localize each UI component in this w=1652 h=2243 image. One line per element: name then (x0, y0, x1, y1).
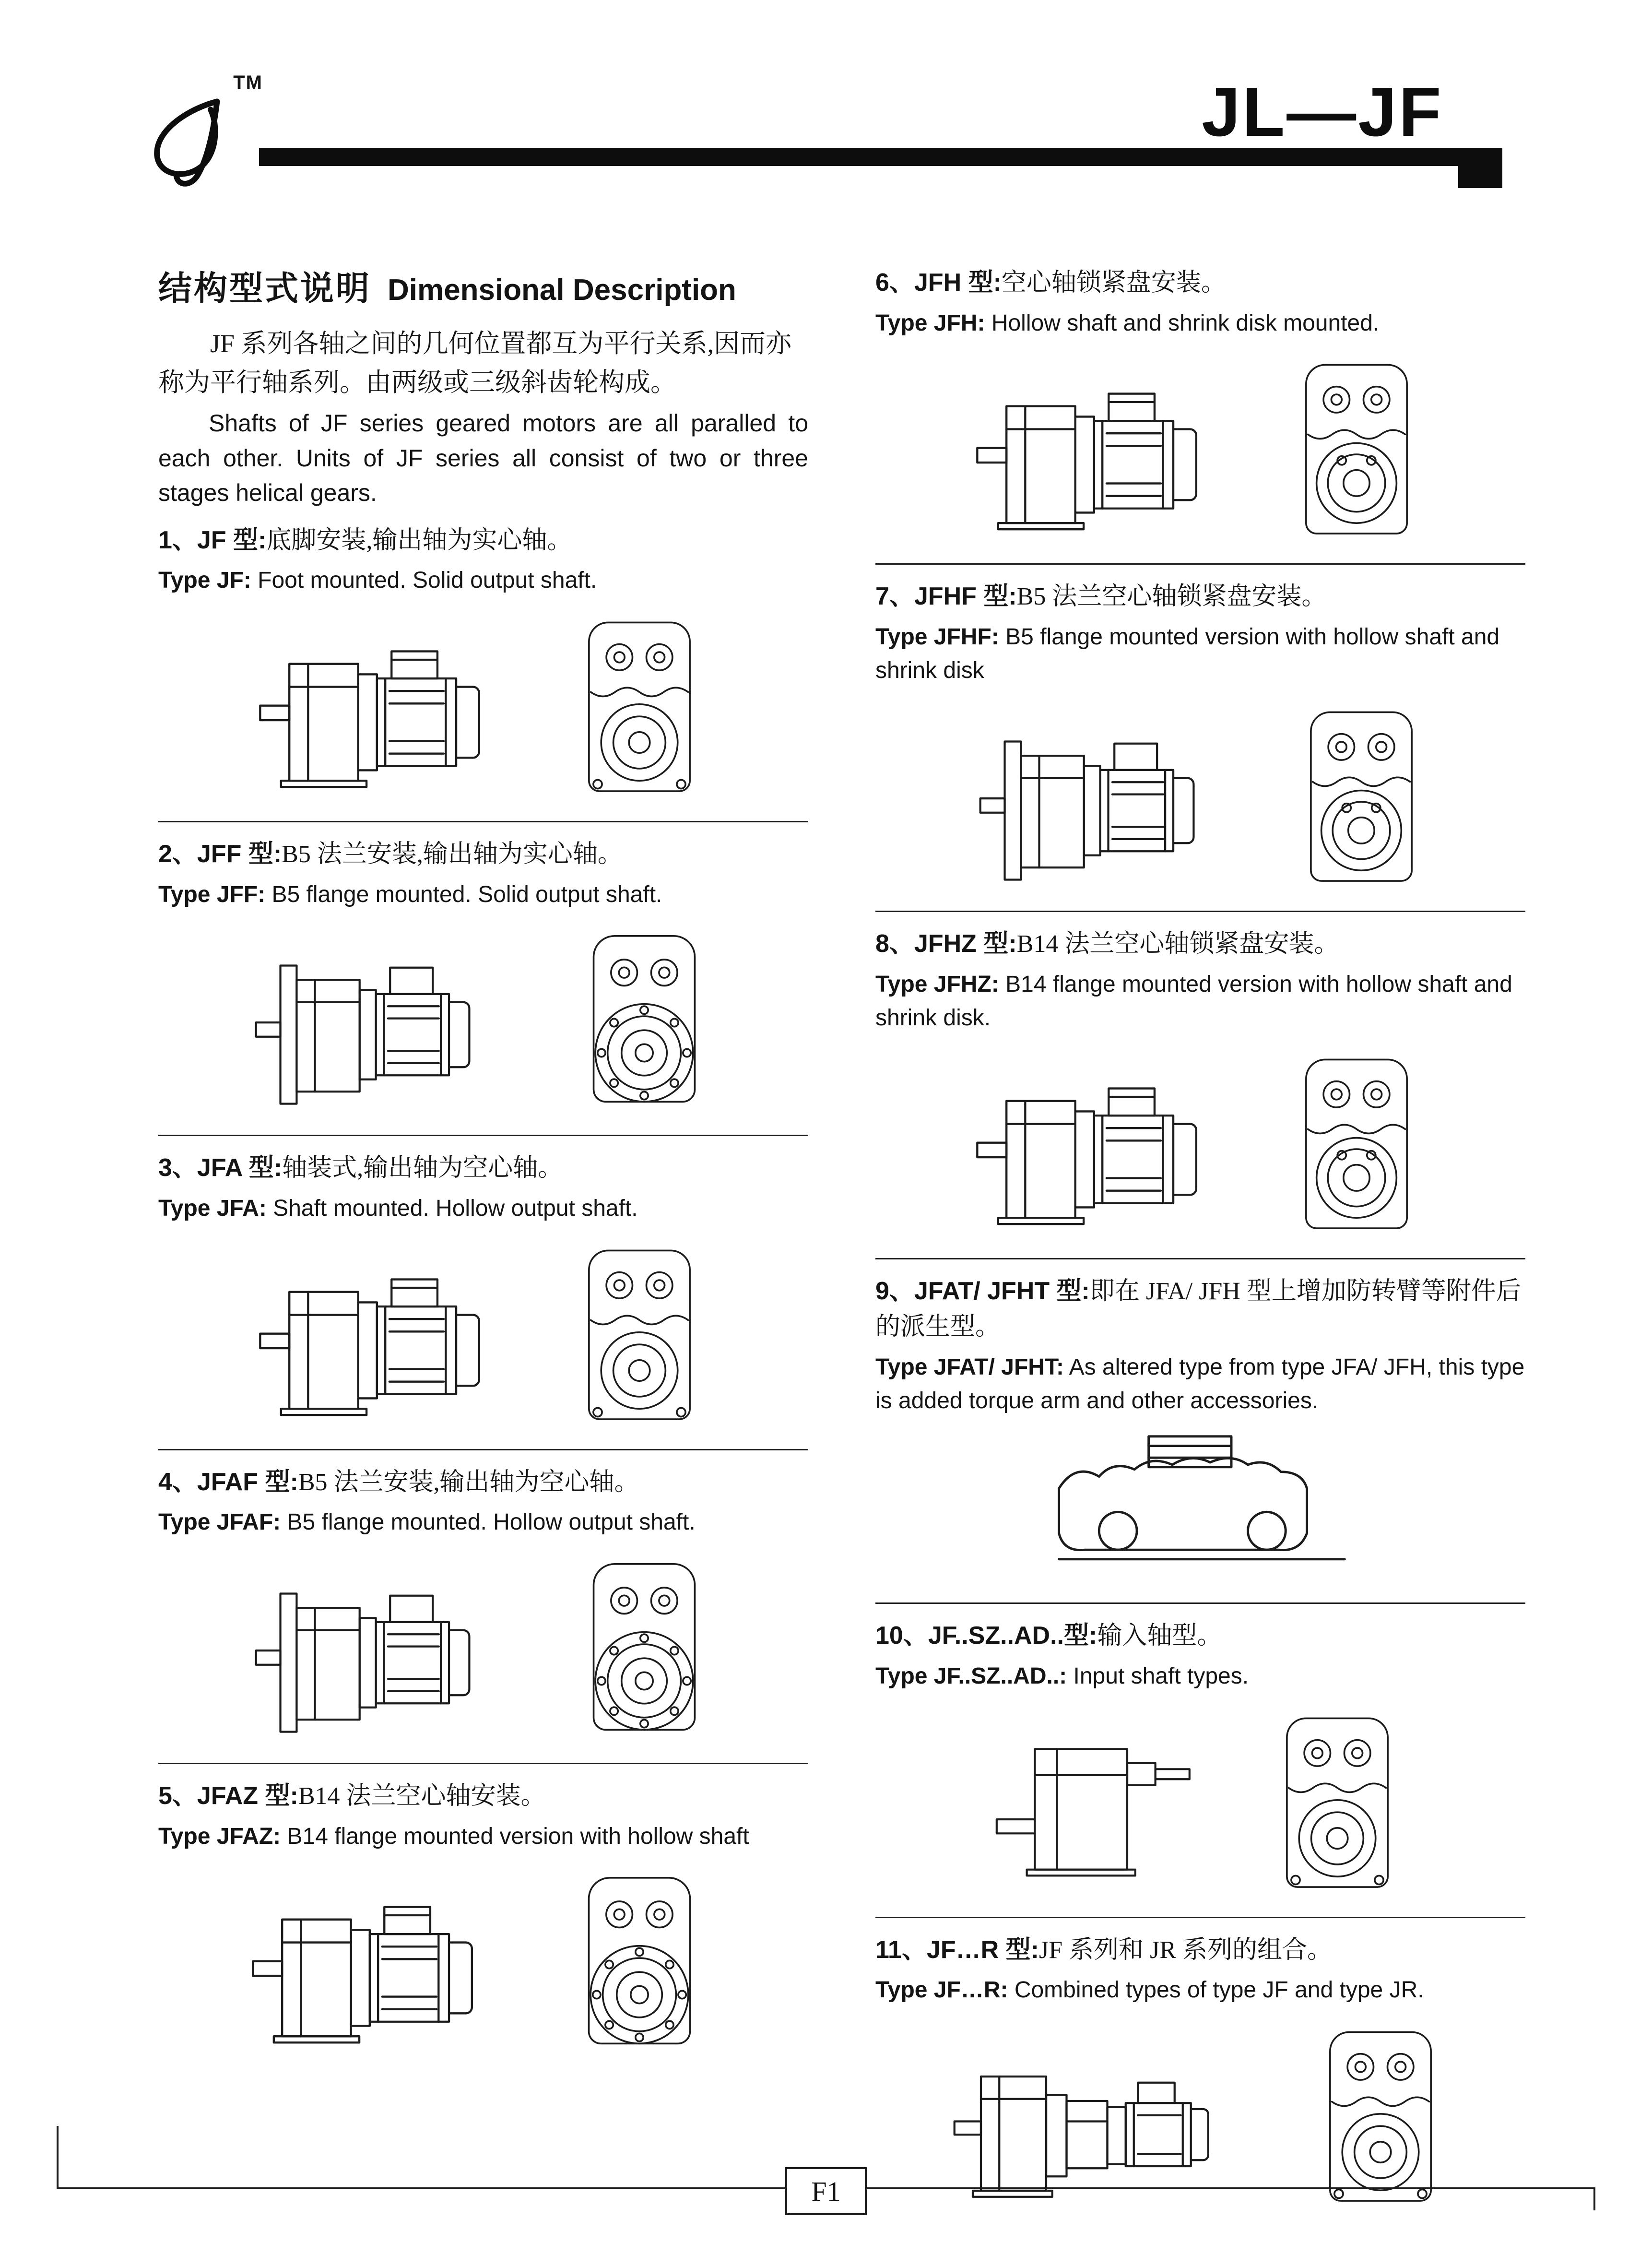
item-title-zh-text: 底脚安装,输出轴为实心轴。 (266, 526, 572, 554)
figure-jfaz (158, 1853, 808, 2070)
page-number: F1 (785, 2167, 867, 2215)
left-column (158, 261, 808, 2224)
figure-jfh (875, 340, 1525, 557)
item-title-zh-text: B5 法兰安装,输出轴为实心轴。 (282, 840, 623, 868)
item-title-zh-text: 轴装式,输出轴为空心轴。 (282, 1154, 563, 1182)
figure-jfat-jfht (875, 1417, 1525, 1596)
item-desc-en: Combined types of type JF and type JR. (1014, 1977, 1424, 2003)
page-content (158, 261, 1525, 2224)
gearbox-flange-front-view-drawing (567, 1554, 721, 1745)
item-title-en (158, 1192, 808, 1225)
item-title-en (158, 1506, 808, 1539)
torque-arm-assembly-drawing (1033, 1432, 1369, 1585)
item-desc-en: Hollow shaft and shrink disk mounted. (991, 310, 1380, 336)
item-jf-r (875, 1933, 1525, 2224)
item-title-en (158, 878, 808, 912)
item-title-zh-text: B14 法兰空心轴锁紧盘安装。 (1016, 930, 1339, 958)
item-number-label: 11、JF…R 型: (875, 1935, 1039, 1964)
item-type-label: Type JFAZ: (158, 1823, 281, 1849)
right-column (875, 261, 1525, 2224)
item-jfa (158, 1151, 808, 1450)
item-desc-en: B14 flange mounted version with hollow shaft and shrink disk. (875, 972, 1512, 1031)
brand-logo (139, 72, 273, 197)
gearbox-flange-front-view-drawing (567, 926, 721, 1117)
item-title-zh-text: 空心轴锁紧盘安装。 (1001, 269, 1226, 297)
gearbox-flange-front-view-drawing (563, 1867, 716, 2059)
item-title-en (875, 620, 1525, 687)
item-jfat-jfht (875, 1274, 1525, 1604)
item-type-label: Type JFA: (158, 1196, 267, 1222)
item-desc-en: As altered type from type JFA/ JFH, this type is added torque arm and other accessories. (875, 1354, 1525, 1413)
gearbox-shrink-disk-front-view-drawing (1292, 701, 1431, 893)
item-title-zh-text: B5 法兰空心轴锁紧盘安装。 (1016, 583, 1327, 611)
item-jfhz (875, 926, 1525, 1259)
gearbox-shrink-disk-front-view-drawing (1287, 354, 1426, 546)
separator-line (875, 563, 1525, 565)
item-jfh (875, 265, 1525, 565)
item-title-en (875, 1351, 1525, 1417)
item-number-label: 3、JFA 型: (158, 1154, 283, 1182)
figure-jff (158, 911, 808, 1128)
item-number-label: 9、JFAT/ JFHT 型: (875, 1277, 1090, 1305)
gearbox-front-view-drawing (570, 1240, 709, 1432)
separator-line (158, 1135, 808, 1136)
item-title-zh-text: B14 法兰空心轴安装。 (298, 1782, 546, 1810)
item-title-zh (875, 579, 1525, 615)
trademark-label: TM (233, 72, 263, 93)
input-shaft-side-view-drawing (994, 1723, 1196, 1884)
separator-line (875, 911, 1525, 912)
separator-line (875, 1258, 1525, 1259)
separator-line (158, 1449, 808, 1450)
item-title-zh-text: B5 法兰安装,输出轴为空心轴。 (298, 1468, 639, 1496)
item-number-label: 6、JFH 型: (875, 269, 1002, 297)
item-title-zh (875, 926, 1525, 962)
intro-paragraph-zh: JF 系列各轴之间的几何位置都互为平行关系,因而亦称为平行轴系列。由两级或三级斜齿轮构成。 (158, 329, 792, 397)
item-title-en (158, 1820, 808, 1853)
item-title-zh (158, 1151, 808, 1186)
gearmotor-side-view-drawing (975, 1061, 1215, 1228)
item-type-label: Type JFF: (158, 881, 266, 907)
gearmotor-flange-side-view-drawing (246, 1563, 496, 1736)
figure-jfaf (158, 1539, 808, 1756)
item-type-label: Type JF: (158, 568, 251, 593)
item-number-label: 1、JF 型: (158, 526, 267, 554)
item-title-zh (158, 1779, 808, 1814)
item-title-zh-text: JF 系列和 JR 系列的组合。 (1038, 1936, 1333, 1964)
item-title-zh-text: 输入轴型。 (1097, 1622, 1222, 1650)
gearmotor-side-view-drawing (975, 367, 1215, 534)
separator-line (158, 821, 808, 822)
item-type-label: Type JF…R: (875, 1977, 1008, 2003)
item-title-zh (875, 265, 1525, 301)
item-title-zh (158, 1465, 808, 1500)
item-title-zh (875, 1933, 1525, 1968)
gearbox-front-view-drawing (1268, 1708, 1407, 1899)
item-number-label: 10、JF..SZ..AD..型: (875, 1622, 1097, 1650)
item-desc-en: Foot mounted. Solid output shaft. (258, 568, 597, 593)
item-desc-en: B14 flange mounted version with hollow shaft (287, 1823, 749, 1849)
section-heading-zh: 结构型式说明 (158, 270, 371, 307)
brand-logo-mark-icon (139, 84, 245, 195)
gearmotor-flange-side-view-drawing (970, 711, 1220, 884)
item-title-zh (875, 1274, 1525, 1345)
item-desc-en: B5 flange mounted. Solid output shaft. (271, 881, 662, 907)
item-type-label: Type JFAF: (158, 1509, 281, 1535)
item-number-label: 4、JFAF 型: (158, 1468, 298, 1496)
item-title-zh (875, 1618, 1525, 1654)
separator-line (875, 1602, 1525, 1604)
item-desc-en: B5 flange mounted. Hollow output shaft. (287, 1509, 696, 1535)
item-number-label: 5、JFAZ 型: (158, 1782, 298, 1810)
gearbox-shrink-disk-front-view-drawing (1287, 1049, 1426, 1241)
gearmotor-flange-side-view-drawing (246, 935, 496, 1108)
item-jfaf (158, 1465, 808, 1764)
item-number-label: 2、JFF 型: (158, 840, 282, 868)
figure-jf-r (875, 2007, 1525, 2224)
figure-jfa (158, 1225, 808, 1442)
section-heading-en: Dimensional Description (388, 273, 736, 307)
item-title-zh (158, 837, 808, 872)
separator-line (158, 1763, 808, 1764)
item-desc-en: Input shaft types. (1073, 1663, 1249, 1689)
item-jf (158, 523, 808, 822)
separator-line (875, 1917, 1525, 1918)
item-type-label: Type JF..SZ..AD..: (875, 1663, 1067, 1689)
item-jfhf (875, 579, 1525, 912)
figure-jf-sz-ad (875, 1693, 1525, 1910)
item-number-label: 8、JFHZ 型: (875, 930, 1017, 958)
item-title-en (158, 564, 808, 597)
section-heading (158, 261, 808, 310)
item-type-label: Type JFAT/ JFHT: (875, 1354, 1064, 1380)
item-number-label: 7、JFHF 型: (875, 582, 1017, 611)
intro-paragraph-en: Shafts of JF series geared motors are all paralled to each other. Units of JF series all consist of two or three stages helical gears. (158, 410, 808, 506)
item-jff (158, 837, 808, 1136)
gearmotor-side-view-drawing (258, 624, 498, 791)
gearmotor-side-view-drawing (258, 1252, 498, 1419)
item-type-label: Type JFHF: (875, 624, 999, 650)
item-type-label: Type JFHZ: (875, 972, 999, 997)
item-title-en (875, 307, 1525, 340)
combined-gearmotor-side-view-drawing (951, 2036, 1239, 2199)
gearbox-front-view-drawing (570, 612, 709, 804)
header-bar-step (1458, 148, 1502, 188)
figure-jfhf (875, 687, 1525, 904)
item-title-zh-text: 即在 JFA/ JFH 型上增加防转臂等附件后的派生型。 (875, 1278, 1521, 1341)
item-title-zh (158, 523, 808, 558)
gearmotor-side-view-drawing (251, 1880, 491, 2047)
item-title-en (875, 1973, 1525, 2007)
item-desc-en: B5 flange mounted version with hollow shaft and shrink disk (875, 624, 1500, 683)
item-type-label: Type JFH: (875, 310, 985, 336)
figure-jf (158, 597, 808, 814)
item-title-en (875, 1660, 1525, 1693)
item-jfaz (158, 1779, 808, 2070)
item-desc-en: Shaft mounted. Hollow output shaft. (273, 1196, 638, 1222)
series-title: JL—JF (1202, 73, 1443, 151)
figure-jfhz (875, 1034, 1525, 1251)
item-title-en (875, 968, 1525, 1034)
gearbox-front-view-drawing (1311, 2021, 1450, 2213)
item-jf-sz-ad (875, 1618, 1525, 1918)
